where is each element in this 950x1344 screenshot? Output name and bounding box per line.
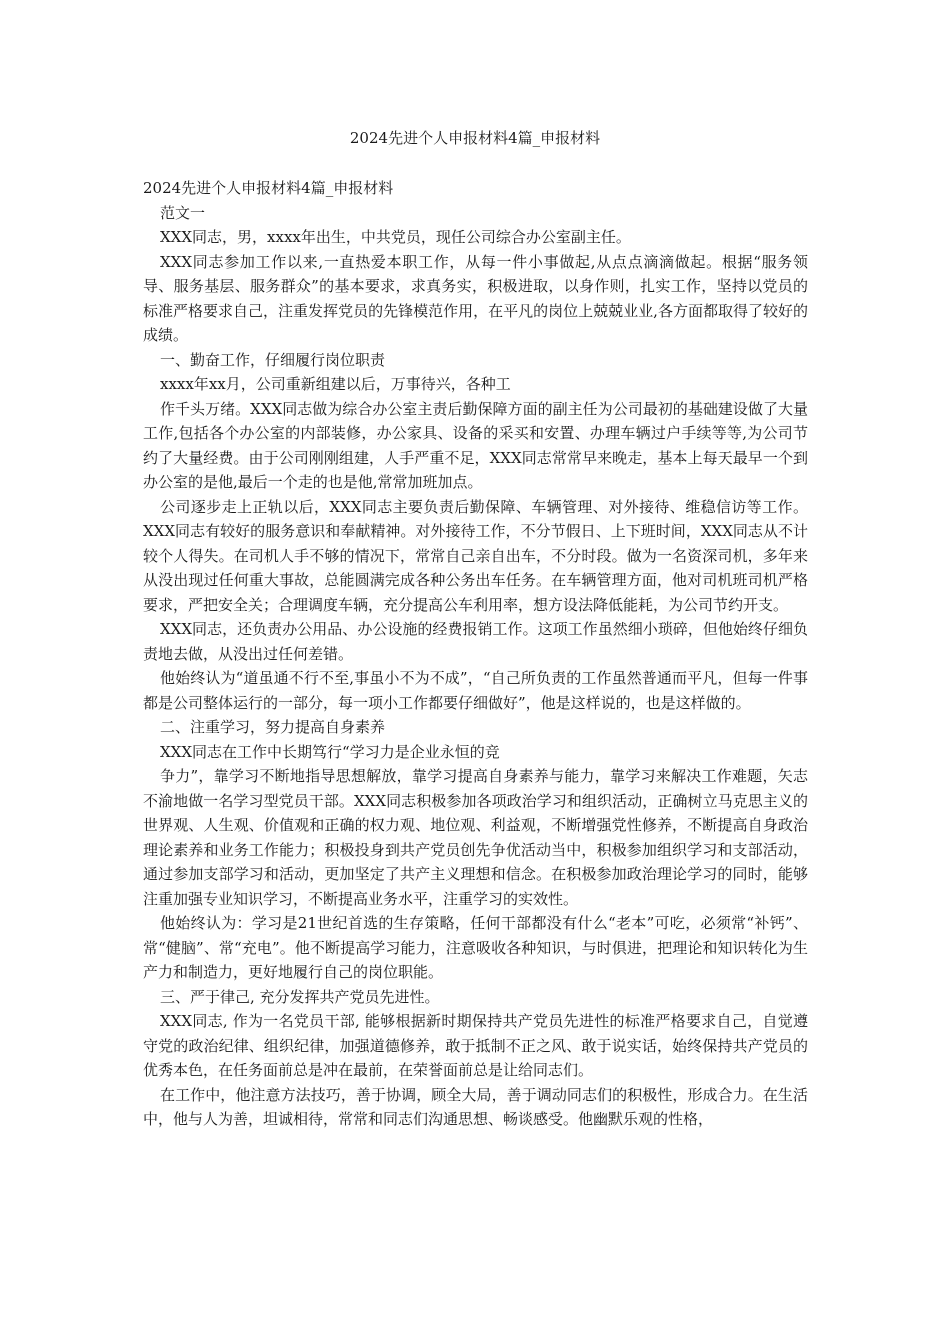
section-heading: 三、严于律己, 充分发挥共产党员先进性。: [160, 987, 440, 1006]
paragraph: xxxx年xx月，公司重新组建以后，万事待兴，各种工: [160, 375, 511, 393]
document-body: [143, 176, 808, 1132]
paragraph: 作千头万绪。XXX同志做为综合办公室主责后勤保障方面的副主任为公司最初的基础建设做了大量工作,包括各个办公室的内部装修，办公家具、设备的采买和安置、办理车辆过户手续等等,为公司节约了大量经费。由于公司刚刚组建，人手严重不足，XXX同志常常早来晚走，基本上每天最早一个到办公室的是他,最后一个走的也是他,常常加班加点。: [143, 399, 808, 491]
paragraph: XXX同志，还负责办公用品、办公设施的经费报销工作。这项工作虽然细小琐碎，但他始终仔细负责地去做，从没出过任何差错。: [143, 620, 808, 663]
paragraph: 2024先进个人申报材料4篇_申报材料: [143, 179, 394, 197]
paragraph: 范文一: [160, 203, 206, 222]
document-title: 2024先进个人申报材料4篇_申报材料: [349, 129, 601, 147]
paragraph: XXX同志在工作中长期笃行“学习力是企业永恒的竞: [160, 742, 500, 761]
section-heading: 二、注重学习，努力提高自身素养: [160, 718, 386, 736]
paragraph: XXX同志，男，xxxx年出生，中共党员，现任公司综合办公室副主任。: [160, 228, 631, 246]
paragraph: 在工作中，他注意方法技巧，善于协调，顾全大局，善于调动同志们的积极性，形成合力。在生活中，他与人为善，坦诚相待，常常和同志们沟通思想、畅谈感受。他幽默乐观的性格，: [143, 1085, 808, 1128]
paragraph: 公司逐步走上正轨以后，XXX同志主要负责后勤保障、车辆管理、对外接待、维稳信访等工作。XXX同志有较好的服务意识和奉献精神。对外接待工作，不分节假日、上下班时间，XXX同志从不计较个人得失。在司机人手不够的情况下，常常自己亲自出车，不分时段。做为一名资深司机，多年来从没出现过任何重大事故，总能圆满完成各种公务出车任务。在车辆管理方面，他对司机班司机严格要求，严把安全关；合理调度车辆，充分提高公车利用率，想方设法降低能耗，为公司节约开支。: [143, 497, 808, 614]
paragraph: 争力”，靠学习不断地指导思想解放，靠学习提高自身素养与能力，靠学习来解决工作难题，矢志不渝地做一名学习型党员干部。XXX同志积极参加各项政治学习和组织活动，正确树立马克思主义的世界观、人生观、价值观和正确的权力观、地位观、利益观，不断增强党性修养，不断提高自身政治理论素养和业务工作能力；积极投身到共产党员创先争优活动当中，积极参加组织学习和支部活动，通过参加支部学习和活动，更加坚定了共产主义理想和信念。在积极参加政治理论学习的同时，能够注重加强专业知识学习，不断提高业务水平，注重学习的实效性。: [143, 767, 808, 908]
paragraph: 他始终认为：学习是21世纪首选的生存策略，任何干部都没有什么“老本”可吃，必须常“补钙”、常“健脑”、常“充电”。他不断提高学习能力，注意吸收各种知识，与时俱进，把理论和知识转化为生产力和制造力，更好地履行自己的岗位职能。: [143, 914, 808, 981]
paragraph: XXX同志, 作为一名党员干部, 能够根据新时期保持共产党员先进性的标准严格要求自己，自觉遵守党的政治纪律、组织纪律，加强道德修养，敢于抵制不正之风、敢于说实话，始终保持共产党员的优秀本色，在任务面前总是冲在最前，在荣誉面前总是让给同志们。: [143, 1012, 808, 1079]
section-heading: 一、勤奋工作，仔细履行岗位职责: [160, 350, 386, 369]
paragraph: XXX同志参加工作以来,一直热爱本职工作，从每一件小事做起,从点点滴滴做起。根据“服务领导、服务基层、服务群众”的基本要求，求真务实，积极进取，以身作则，扎实工作，坚持以党员的标准严格要求自己，注重发挥党员的先锋模范作用，在平凡的岗位上兢兢业业,各方面都取得了较好的成绩。: [143, 252, 808, 344]
paragraph: 他始终认为“道虽通不行不至,事虽小不为不成”，“自己所负责的工作虽然普通而平凡，但每一件事都是公司整体运行的一部分，每一项小工作都要仔细做好”，他是这样说的，也是这样做的。: [143, 669, 808, 712]
